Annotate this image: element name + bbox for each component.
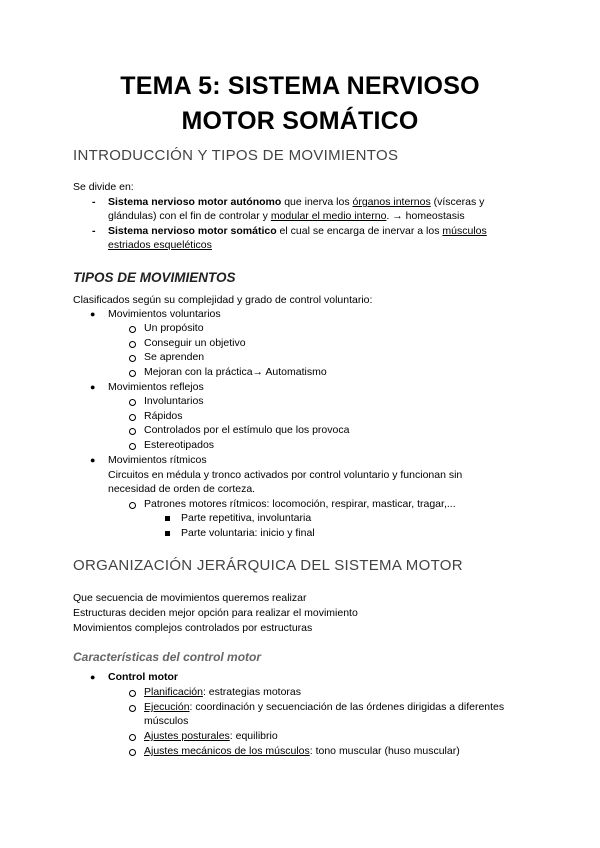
sub-item: Estereotipados bbox=[144, 439, 215, 451]
circle-bullet-icon bbox=[129, 749, 136, 756]
intro-text: Se divide en: bbox=[73, 181, 134, 193]
circle-bullet-icon bbox=[129, 502, 136, 509]
bullet-icon: ● bbox=[90, 455, 96, 465]
circle-bullet-icon bbox=[129, 705, 136, 712]
list-item-reflejos: Movimientos reflejos bbox=[108, 381, 204, 393]
sub-item: Mejoran con la práctica→ Automatismo bbox=[144, 366, 327, 378]
sub-sub-item: Parte repetitiva, involuntaria bbox=[181, 512, 312, 524]
sub-item-planificacion: Planificación: estrategias motoras bbox=[144, 686, 301, 698]
circle-bullet-icon bbox=[129, 428, 136, 435]
ritmicos-desc-2: necesidad de orden de corteza. bbox=[108, 483, 256, 495]
sub-item-ejecucion-cont: músculos bbox=[144, 715, 189, 727]
sub-item: Conseguir un objetivo bbox=[144, 337, 246, 349]
sub-sub-item: Parte voluntaria: inicio y final bbox=[181, 527, 315, 539]
list-item-voluntarios: Movimientos voluntarios bbox=[108, 308, 221, 320]
sub-item-patrones: Patrones motores rítmicos: locomoción, respirar, masticar, tragar,... bbox=[144, 498, 456, 510]
dash-bullet: - bbox=[92, 196, 96, 208]
title-line-2: MOTOR SOMÁTICO bbox=[181, 107, 419, 135]
square-bullet-icon bbox=[165, 516, 170, 521]
tipos-intro: Clasificados según su complejidad y grado de control voluntario: bbox=[73, 294, 373, 306]
circle-bullet-icon bbox=[129, 414, 136, 421]
list-item-control-motor: Control motor bbox=[108, 671, 178, 683]
title-line-1: TEMA 5: SISTEMA NERVIOSO bbox=[120, 72, 480, 100]
sub-item: Se aprenden bbox=[144, 351, 205, 363]
circle-bullet-icon bbox=[129, 326, 136, 333]
heading-organizacion: ORGANIZACIÓN JERÁRQUICA DEL SISTEMA MOTOR bbox=[73, 557, 463, 574]
org-line: Estructuras deciden mejor opción para realizar el movimiento bbox=[73, 607, 358, 619]
sub-item: Controlados por el estímulo que los provoca bbox=[144, 424, 350, 436]
sub-item: Un propósito bbox=[144, 322, 204, 334]
circle-bullet-icon bbox=[129, 443, 136, 450]
circle-bullet-icon bbox=[129, 690, 136, 697]
list-item-autonomo: Sistema nervioso motor autónomo que inerva los órganos internos (vísceras y bbox=[108, 196, 485, 208]
list-item-autonomo-cont: glándulas) con el fin de controlar y modular el medio interno. → homeostasis bbox=[108, 210, 465, 222]
list-item-ritmicos: Movimientos rítmicos bbox=[108, 454, 207, 466]
circle-bullet-icon bbox=[129, 341, 136, 348]
sub-item-ajustes-posturales: Ajustes posturales: equilibrio bbox=[144, 730, 278, 742]
heading-caracteristicas: Características del control motor bbox=[73, 650, 262, 664]
sub-item: Involuntarios bbox=[144, 395, 204, 407]
bullet-icon: ● bbox=[90, 309, 96, 319]
list-item-somatico-cont: estriados esqueléticos bbox=[108, 239, 212, 251]
heading-tipos: TIPOS DE MOVIMIENTOS bbox=[73, 270, 236, 285]
sub-item-ejecucion: Ejecución: coordinación y secuenciación de las órdenes dirigidas a diferentes bbox=[144, 701, 505, 713]
org-line: Movimientos complejos controlados por estructuras bbox=[73, 622, 313, 634]
circle-bullet-icon bbox=[129, 399, 136, 406]
circle-bullet-icon bbox=[129, 370, 136, 377]
sub-item-ajustes-mecanicos: Ajustes mecánicos de los músculos: tono muscular (huso muscular) bbox=[144, 745, 460, 757]
dash-bullet: - bbox=[92, 225, 96, 237]
heading-introduccion: INTRODUCCIÓN Y TIPOS DE MOVIMIENTOS bbox=[73, 147, 399, 164]
bullet-icon: ● bbox=[90, 672, 96, 682]
org-line: Que secuencia de movimientos queremos realizar bbox=[73, 592, 307, 604]
ritmicos-desc-1: Circuitos en médula y tronco activados por control voluntario y funcionan sin bbox=[108, 469, 463, 481]
square-bullet-icon bbox=[165, 531, 170, 536]
bullet-icon: ● bbox=[90, 382, 96, 392]
circle-bullet-icon bbox=[129, 734, 136, 741]
list-item-somatico: Sistema nervioso motor somático el cual se encarga de inervar a los músculos bbox=[108, 225, 487, 237]
circle-bullet-icon bbox=[129, 355, 136, 362]
sub-item: Rápidos bbox=[144, 410, 183, 422]
